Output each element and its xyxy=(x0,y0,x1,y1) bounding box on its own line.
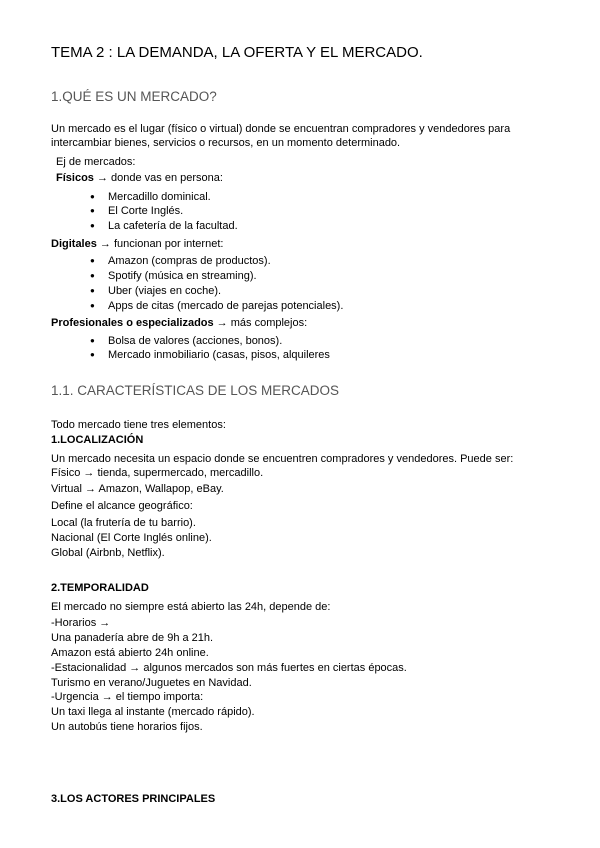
paragraph-line: Turismo en verano/Juguetes en Navidad. xyxy=(51,677,252,689)
digitales-description: → funcionan por internet: xyxy=(96,238,224,250)
examples-label: Ej de mercados: xyxy=(56,156,136,168)
paragraph-line: Físico → tienda, supermercado, mercadillo. xyxy=(51,467,264,479)
list-item: ● Apps de citas (mercado de parejas potenciales). xyxy=(90,300,344,312)
list-item: ● El Corte Inglés. xyxy=(90,205,184,217)
paragraph-line: Un mercado es el lugar (físico o virtual) donde se encuentran compradores y vendedores para xyxy=(51,123,511,135)
digitales-line xyxy=(51,237,223,251)
paragraph-line: -Estacionalidad → algunos mercados son más fuertes en ciertas épocas. xyxy=(51,662,407,674)
paragraph-line: Nacional (El Corte Inglés online). xyxy=(51,532,212,544)
paragraph-line: Amazon está abierto 24h online. xyxy=(51,647,209,659)
profesionales-line xyxy=(51,316,307,330)
paragraph-line: intercambiar bienes, servicios o recursos, en un momento determinado. xyxy=(51,137,401,149)
list-item: ● Spotify (música en streaming). xyxy=(90,270,257,282)
paragraph-line: Un mercado necesita un espacio donde se encuentren compradores y vendedores. Puede ser: xyxy=(51,453,514,465)
paragraph-line: Un taxi llega al instante (mercado rápido). xyxy=(51,706,255,718)
paragraph-line: Un autobús tiene horarios fijos. xyxy=(51,721,203,733)
paragraph-line: Todo mercado tiene tres elementos: xyxy=(51,419,226,431)
section-heading-caracteristicas: 1.1. CARACTERÍSTICAS DE LOS MERCADOS xyxy=(51,383,340,398)
profesionales-description: → más complejos: xyxy=(213,317,308,329)
paragraph-line: Global (Airbnb, Netflix). xyxy=(51,547,165,559)
paragraph-line: Local (la frutería de tu barrio). xyxy=(51,517,196,529)
paragraph-line: -Horarios → xyxy=(51,617,111,629)
page-title: TEMA 2 : LA DEMANDA, LA OFERTA Y EL MERCADO. xyxy=(51,44,423,61)
subheading-localizacion: 1.LOCALIZACIÓN xyxy=(51,434,144,446)
paragraph-line: -Urgencia → el tiempo importa: xyxy=(51,691,204,703)
subheading-actores-principales: 3.LOS ACTORES PRINCIPALES xyxy=(51,793,216,805)
fisicos-line xyxy=(56,171,223,185)
fisicos-description: → donde vas en persona: xyxy=(93,172,223,184)
list-item: ● Mercado inmobiliario (casas, pisos, alquileres xyxy=(90,349,330,361)
fisicos-label: Físicos xyxy=(56,172,94,184)
paragraph-line: Una panadería abre de 9h a 21h. xyxy=(51,632,214,644)
paragraph-line: Virtual → Amazon, Wallapop, eBay. xyxy=(51,483,224,495)
list-item: ● Uber (viajes en coche). xyxy=(90,285,222,297)
digitales-label: Digitales xyxy=(51,238,97,250)
paragraph-line: Define el alcance geográfico: xyxy=(51,500,193,512)
list-item: ● Amazon (compras de productos). xyxy=(90,255,271,267)
section-heading-que-es-mercado: 1.QUÉ ES UN MERCADO? xyxy=(51,89,217,104)
list-item: ● Bolsa de valores (acciones, bonos). xyxy=(90,335,283,347)
profesionales-label: Profesionales o especializados xyxy=(51,317,214,329)
paragraph-line: El mercado no siempre está abierto las 24h, depende de: xyxy=(51,601,331,613)
subheading-temporalidad: 2.TEMPORALIDAD xyxy=(51,582,149,594)
list-item: ● Mercadillo dominical. xyxy=(90,191,211,203)
list-item: ● La cafetería de la facultad. xyxy=(90,220,238,232)
